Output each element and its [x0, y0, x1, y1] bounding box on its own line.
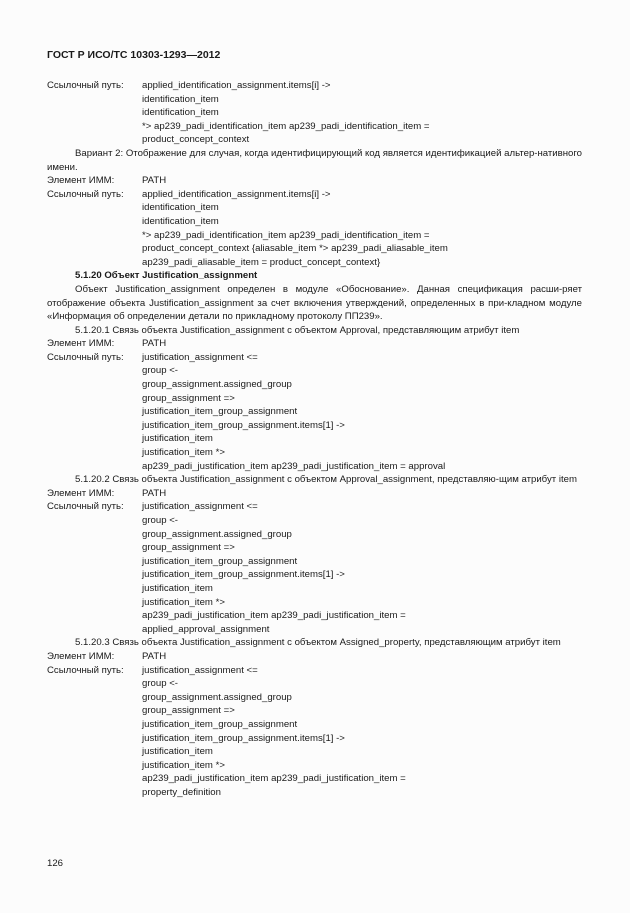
elem-row — [47, 487, 582, 501]
elem-label: Элемент ИММ: — [47, 487, 115, 499]
path-line: identification_item — [142, 215, 219, 227]
ref-path-label: Ссылочный путь: — [47, 80, 124, 91]
path-line: justification_item *> — [142, 759, 225, 771]
path-line: group_assignment => — [142, 542, 235, 554]
path-line: justification_assignment <= — [142, 351, 258, 363]
path-line: ap239_padi_aliasable_item = product_concept_context} — [142, 256, 381, 268]
elem-row — [47, 174, 582, 188]
path-line: *> ap239_padi_identification_item ap239_padi_identification_item = — [142, 229, 430, 241]
page-number: 126 — [47, 858, 64, 869]
path-line: justification_item_group_assignment — [142, 718, 298, 730]
path-line: property_definition — [142, 786, 221, 798]
path-line: ap239_padi_justification_item ap239_padi_justification_item = approval — [142, 460, 446, 472]
path-line: group_assignment => — [142, 705, 235, 717]
path-line: justification_item — [142, 746, 213, 758]
document-header: ГОСТ Р ИСО/ТС 10303-1293—2012 — [47, 49, 221, 61]
ref-path-row — [47, 351, 582, 365]
path-line: justification_item_group_assignment.items[1] -> — [142, 569, 345, 581]
elem-value: PATH — [142, 175, 167, 187]
path-line: group_assignment => — [142, 392, 235, 404]
elem-row — [47, 650, 582, 664]
path-line: ap239_padi_justification_item ap239_padi_justification_item = — [142, 773, 406, 785]
path-line: justification_item — [142, 582, 213, 594]
ref-path-label: Ссылочный путь: — [47, 664, 124, 676]
path-line: justification_item_group_assignment.items[1] -> — [142, 732, 345, 744]
subsection-heading: 5.1.20.2 Связь объекта Justification_assignment с объектом Approval_assignment, представляю-щим атрибут item — [75, 474, 577, 486]
elem-value: PATH — [142, 650, 167, 662]
path-line: product_concept_context — [142, 134, 250, 146]
path-line: identification_item — [142, 107, 219, 119]
path-line: applied_identification_assignment.items[i] -> — [142, 188, 331, 200]
path-line: justification_item_group_assignment — [142, 555, 298, 567]
elem-value: PATH — [142, 487, 167, 499]
path-line: group <- — [142, 678, 178, 690]
path-line: identification_item — [142, 202, 219, 214]
ref-path-row — [47, 500, 582, 514]
path-line: group_assignment.assigned_group — [142, 379, 292, 391]
path-line: justification_item *> — [142, 447, 225, 459]
ref-path-row — [47, 79, 582, 93]
path-line: justification_assignment <= — [142, 501, 258, 513]
path-line: group_assignment.assigned_group — [142, 691, 292, 703]
path-line: group <- — [142, 515, 178, 526]
path-line: applied_approval_assignment — [142, 623, 270, 635]
ref-path-label: Ссылочный путь: — [47, 351, 124, 363]
page-content — [47, 79, 582, 799]
elem-row — [47, 337, 582, 351]
path-line: justification_item — [142, 433, 213, 445]
section-heading: 5.1.20 Объект Justification_assignment — [75, 270, 258, 282]
path-line: justification_item_group_assignment.items[1] -> — [142, 419, 345, 431]
path-line: justification_item *> — [142, 596, 225, 608]
subsection-heading: 5.1.20.1 Связь объекта Justification_assignment с объектом Approval, представляющим атрибут item — [75, 324, 520, 336]
path-line: applied_identification_assignment.items[i] -> — [142, 80, 331, 91]
ref-path-row — [47, 664, 582, 678]
ref-path-row — [47, 188, 582, 202]
path-line: justification_item_group_assignment — [142, 406, 298, 418]
path-line: identification_item — [142, 93, 219, 105]
elem-label: Элемент ИММ: — [47, 338, 115, 350]
path-line: ap239_padi_justification_item ap239_padi_justification_item = — [142, 610, 406, 622]
ref-path-label: Ссылочный путь: — [47, 501, 124, 513]
variant-paragraph: Вариант 2: Отображение для случая, когда идентифицирующий код является идентификацией альтер-нативного имени. — [47, 147, 582, 173]
path-line: justification_assignment <= — [142, 664, 258, 676]
path-line: group <- — [142, 365, 178, 377]
elem-value: PATH — [142, 338, 167, 350]
section-paragraph: Объект Justification_assignment определен в модуле «Обоснование». Данная спецификация расши-ряет отображение объекта Justification_assignment за счет включения утверждений, определенных в при-кладном модуле «Информация об определении детали по прикладному протоколу ПП239». — [47, 283, 582, 323]
path-line: product_concept_context {aliasable_item *> ap239_padi_aliasable_item — [142, 243, 448, 255]
ref-path-label: Ссылочный путь: — [47, 188, 124, 200]
elem-label: Элемент ИММ: — [47, 175, 115, 187]
elem-label: Элемент ИММ: — [47, 650, 115, 662]
path-line: *> ap239_padi_identification_item ap239_padi_identification_item = — [142, 120, 430, 132]
path-line: group_assignment.assigned_group — [142, 528, 292, 540]
subsection-heading: 5.1.20.3 Связь объекта Justification_assignment с объектом Assigned_property, представляющим атрибут item — [75, 637, 561, 649]
